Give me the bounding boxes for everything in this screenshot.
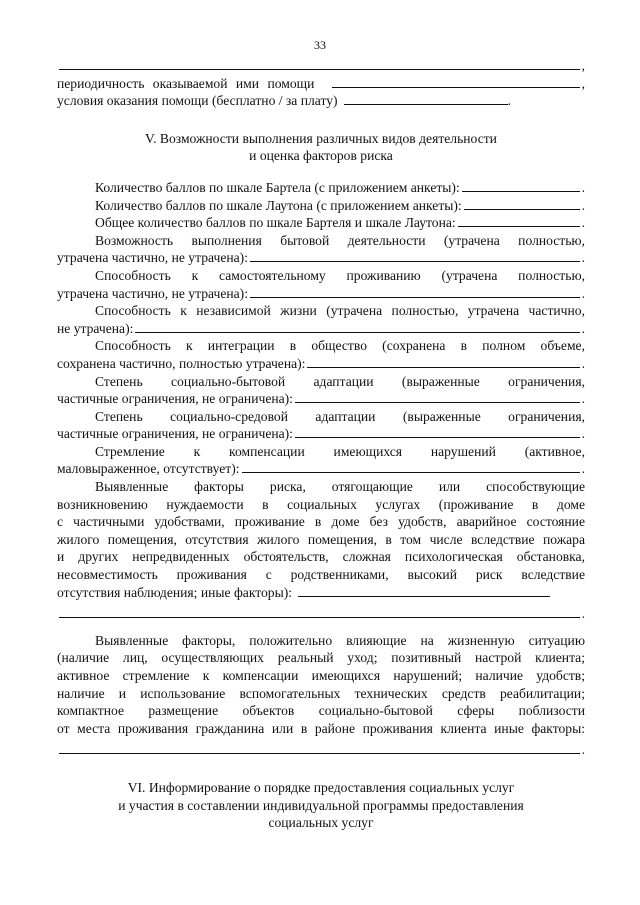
positive-factors-line: компактное размещение объектов социально-бытовой сферы поблизости: [57, 703, 585, 719]
positive-factors-row: .: [57, 741, 585, 759]
section5-heading-line2: и оценка факторов риска: [249, 148, 393, 164]
social-env-field[interactable]: [295, 425, 580, 438]
section6-heading-line3: социальных услуг: [268, 815, 374, 831]
positive-factors-line: активное стремление к компенсации имеющихся нарушений; наличие удобств;: [57, 668, 585, 683]
blank-line-row: ,: [57, 57, 585, 75]
positive-factors-field[interactable]: [59, 741, 580, 754]
independent-life-field[interactable]: [135, 320, 579, 333]
positive-factors-line: Выявленные факторы, положительно влияющие на жизненную ситуацию: [95, 632, 585, 648]
barthel-field[interactable]: [462, 179, 580, 192]
compensation-row: маловыраженное, отсутствует): .: [57, 461, 585, 477]
conditions-field[interactable]: [344, 92, 508, 105]
conditions-label: условия оказания помощи (бесплатно / за плату): [57, 93, 338, 109]
independent-living-text: Способность к самостоятельному проживанию (утрачена полностью,: [95, 267, 585, 283]
household-row: утрачена частично, не утрачена): .: [57, 250, 585, 266]
risk-factors-field-2[interactable]: [59, 605, 580, 618]
fill-line[interactable]: [59, 57, 580, 70]
risk-factors-line: с частичными удобствами, проживание в доме без удобств, аварийное состояние: [57, 514, 585, 530]
lawton-field[interactable]: [464, 197, 580, 210]
social-household-row: частичные ограничения, не ограничена): .: [57, 391, 585, 407]
positive-factors-line: от места проживания гражданина или в районе проживания клиента иные факторы:: [57, 720, 585, 736]
compensation-text: Стремление к компенсации имеющихся нарушений (активное,: [95, 443, 585, 459]
conditions-row: условия оказания помощи (бесплатно / за плату) .: [57, 93, 511, 109]
frequency-row: периодичность оказываемой ими помощи ,: [57, 75, 585, 91]
independent-life-text: Способность к независимой жизни (утрачена полностью, утрачена частично,: [95, 303, 585, 319]
risk-factors-line: несовместимость проживания с родственниками, высокий риск вследствие: [57, 567, 585, 583]
lawton-row: Количество баллов по шкале Лаутона (с приложением анкеты): .: [95, 197, 585, 213]
risk-factors-line: возникновению нуждаемости в социальных услугах (проживание в доме: [57, 496, 585, 512]
risk-factors-row: отсутствия наблюдения; иные факторы):: [57, 584, 585, 602]
risk-factors-field[interactable]: [298, 584, 550, 597]
social-env-text: Степень социально-средовой адаптации (выраженные ограничения,: [95, 408, 585, 424]
section6-heading-line1: VI. Информирование о порядке предоставления социальных услуг: [127, 779, 515, 795]
independent-living-field[interactable]: [250, 285, 580, 298]
positive-factors-line: (наличие лиц, осуществляющих реальный уход; позитивный настрой клиента;: [57, 650, 585, 666]
integration-text: Способность к интеграции в общество (сохранена в полном объеме,: [95, 338, 585, 354]
integration-field[interactable]: [307, 355, 579, 368]
barthel-row: Количество баллов по шкале Бартела (с приложением анкеты): .: [95, 179, 585, 195]
positive-factors-line: наличие и использование вспомогательных технических средств реабилитации;: [57, 685, 585, 701]
risk-factors-row-2: .: [57, 605, 585, 623]
social-household-field[interactable]: [295, 390, 580, 403]
total-field[interactable]: [458, 214, 580, 227]
social-household-text: Степень социально-бытовой адаптации (выраженные ограничения,: [95, 373, 585, 389]
social-env-row: частичные ограничения, не ограничена): .: [57, 426, 585, 442]
section6-heading-line2: и участия в составлении индивидуальной программы предоставления: [118, 797, 524, 813]
risk-factors-line: и других непредвиденных обстоятельств, сложная психологическая обстановка,: [57, 549, 585, 565]
compensation-field[interactable]: [242, 460, 580, 473]
page-number: 33: [314, 38, 326, 52]
document-body: [57, 57, 585, 832]
independent-living-row: утрачена частично, не утрачена): .: [57, 285, 585, 301]
household-text: Возможность выполнения бытовой деятельности (утрачена полностью,: [95, 232, 585, 248]
risk-factors-line: Выявленные факторы риска, отягощающие или способствующие: [95, 479, 585, 495]
independent-life-row: не утрачена): .: [57, 320, 585, 336]
frequency-label: периодичность оказываемой ими помощи: [57, 75, 315, 91]
household-field[interactable]: [250, 249, 580, 262]
risk-factors-line: жилого помещения, отсутствия жилого помещения, в том числе вследствие пожара: [57, 531, 585, 547]
integration-row: сохранена частично, полностью утрачена): .: [57, 355, 585, 371]
section5-heading-line1: V. Возможности выполнения различных видов деятельности: [145, 130, 497, 146]
frequency-field[interactable]: [332, 75, 579, 88]
total-row: Общее количество баллов по шкале Бартеля и шкале Лаутона: .: [95, 215, 585, 231]
